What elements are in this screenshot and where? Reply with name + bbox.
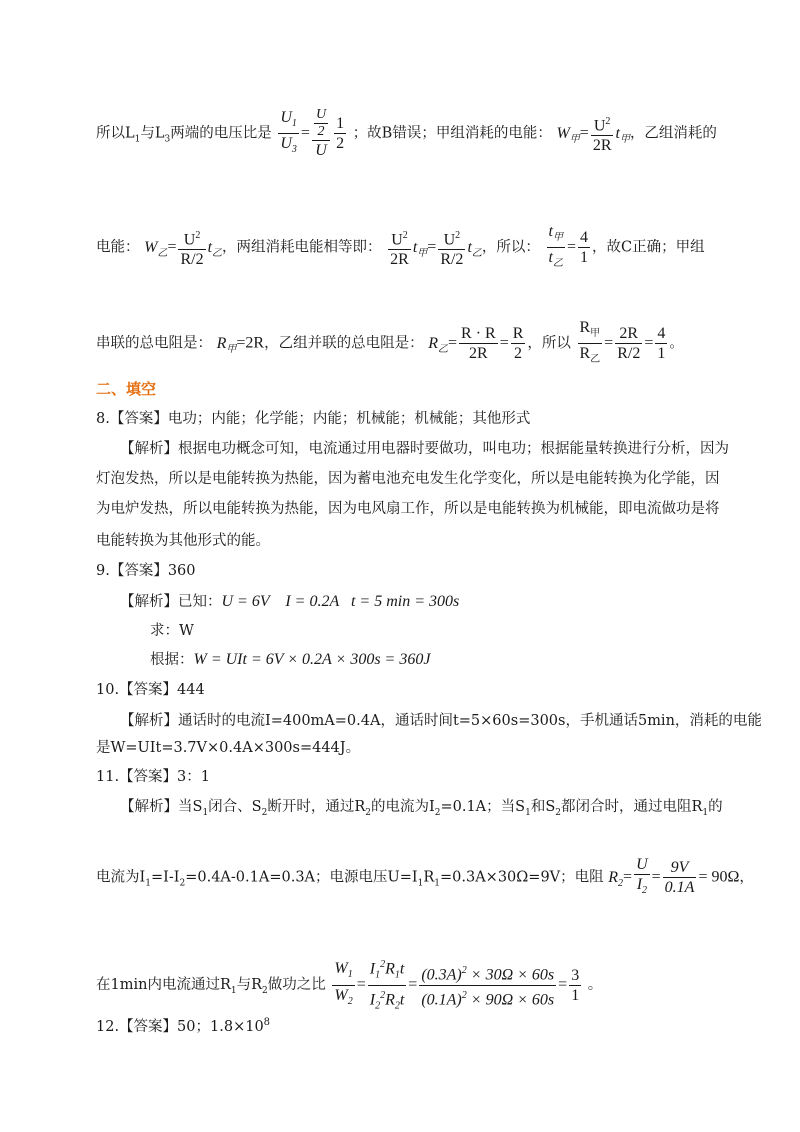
exponent: 8 [263, 1017, 271, 1028]
text: 和S [530, 799, 556, 815]
q8-explain-2: 灯泡发热，所以是电能转换为热能，因为蓄电池充电发生化学变化，所以是电能转换为化学能，因 [96, 471, 720, 487]
formula-four-one: $\frac{4}{1}$ [579, 229, 588, 267]
given-values: U = 6V I = 0.2A t = 5 min = 300s [221, 593, 460, 610]
section-title: 二、填空 [96, 380, 157, 398]
formula-r-ratio: $\frac{R_甲}{R_乙}$ [578, 318, 603, 369]
q9-known [120, 592, 459, 612]
text: ，故C正确；甲组 [591, 239, 705, 256]
text: 的 [708, 799, 723, 815]
text: 与L [140, 125, 165, 142]
q8-explain-4: 电能转换为其他形式的能。 [96, 533, 270, 549]
formula-u1-u3: $\frac{U_1}{U_3}$ [278, 108, 299, 159]
formula-u-i2: $\frac{U}{I_2}$ [634, 855, 650, 900]
formula-w-jia: $W_甲$ [556, 124, 580, 145]
q10-explain-1: 【解析】通话时的电流I=400mA=0.4A，通话时间t=5×60s=300s，手机通话5min，消耗的电能 [120, 713, 762, 729]
q11-answer: 11.【答案】3：1 [96, 769, 211, 785]
q8-explain-1: 【解析】根据电功概念可知，电流通过用电器时要做功，叫电功；根据能量转换进行分析，因为 [120, 441, 729, 457]
formula-u2-r2: $\frac{U^2}{R/2}$ [180, 230, 204, 269]
text: 在1min内电流通过R [96, 977, 231, 994]
formula-r-jia: $R_甲$ [216, 334, 237, 355]
formula-9v-01a: $\frac{9V}{0.1A}$ [664, 859, 695, 897]
formula-equal-left: $\frac{U^2}{2R}$ [390, 230, 409, 269]
text: =0.4A-0.1A=0.3A；电源电压U=I [185, 869, 418, 886]
q12-answer [96, 1013, 270, 1037]
text: 12.【答案】50；1.8×10 [96, 1018, 264, 1035]
text: 的电流为I [371, 799, 435, 815]
text: 。 [583, 977, 603, 994]
formula-equal-right: $\frac{U^2}{R/2}$ [440, 230, 464, 269]
text: =0.1A；当S [440, 799, 526, 815]
formula-four-one-b: $\frac{4}{1}$ [657, 325, 666, 363]
q11-explain-3: 在1min内电流通过$R_1$与$R_2$做功之比 $\frac{W_1}{W_2}$ = $\frac{I_1^2R_1t}{I_2^2R_2t}$ = $\frac{(0.3A)^2 \times 30\Omega \times 60s}{(0.1A)^2 \times 90\Omega \times 60s}$ = $\frac{3}{1}$ 。 [96, 955, 602, 1015]
text: 串联的总电阻是： [96, 335, 212, 352]
formula-one-half: $\frac{1}{2}$ [336, 115, 345, 152]
text: 做功之比 [267, 977, 326, 994]
text: =I-I [150, 869, 180, 886]
q9-answer: 9.【答案】360 [96, 563, 196, 579]
text: 【解析】当S [120, 799, 203, 815]
formula-w-yi: $W_乙$ [144, 238, 168, 259]
formula-w-uit: W = UIt = 6V × 0.2A × 300s = 360J [193, 651, 431, 668]
text: 与R [236, 977, 263, 994]
q9-ask: 求：W [150, 623, 194, 639]
text: ，乙组并联的总电阻是： [264, 335, 424, 352]
formula-parallel: $\frac{R \cdot R}{2R}$ [461, 325, 496, 363]
formula-three-one: $\frac{3}{1}$ [571, 966, 580, 1004]
text: 断开时，通过R [267, 799, 366, 815]
formula-r-half: $\frac{R}{2}$ [512, 325, 524, 363]
formula-w1-w2: $\frac{W_1}{W_2}$ [332, 959, 354, 1010]
formula-i2rt: $\frac{I_1^2R_1t}{I_2^2R_2t}$ [368, 955, 407, 1015]
q10-explain-2: 是W=UIt=3.7V×0.4A×300s=444J。 [96, 740, 361, 756]
para-voltage-ratio: 所以$L_1$与$L_3$两端的电压比是 $\frac{U_1}{U_3}$ = $\frac{\frac{U}{2}}{U}$ $\frac{1}{2}$ ；故B错误；甲组消耗的电能： $W_甲=$ $\frac{U^2}{2R}$ $t_甲$，乙组消耗的 [96, 107, 717, 159]
text: 电能： [96, 239, 140, 256]
text: 。 [669, 335, 684, 352]
text: 根据： [150, 652, 194, 668]
formula-half-u: $\frac{\frac{U}{2}}{U}$ [312, 107, 330, 160]
text: ；故B错误；甲组消耗的电能： [352, 125, 552, 142]
q8-answer: 8.【答案】电功；内能；化学能；内能；机械能；机械能；其他形式 [96, 411, 531, 427]
text: 电流为I [96, 869, 146, 886]
formula-u2-2r: $\frac{U^2}{2R}$ [592, 115, 612, 155]
para-resistance: 串联的总电阻是： $R_甲=2R$，乙组并联的总电阻是： $R_乙=$ $\frac{R \cdot R}{2R}$ = $\frac{R}{2}$ ，所以 $\frac{R_甲}{R_乙}$ = $\frac{2R}{R/2}$ = $\frac{4}{1}$ 。 [96, 318, 684, 369]
text: 【解析】已知： [120, 594, 222, 610]
q11-explain-2: 电流为$I_1=I-I_2=0.4A-0.1A=0.3A$；电源电压$U=I_1R_1=0.3A\times 30\Omega=9V$；电阻 $R_2=$ $\frac{U}{I_2}$ = $\frac{9V}{0.1A}$ = 90Ω， [96, 855, 754, 900]
q11-explain-1: 【解析】当$S_1$闭合、$S_2$断开时，通过$R_2$的电流为$I_2=0.1A$；当$S_1$和$S_2$都闭合时，通过电阻$R_1$的 [120, 799, 723, 818]
formula-2r-r2: $\frac{2R}{R/2}$ [617, 325, 641, 363]
text: 都闭合时，通过电阻R [561, 799, 703, 815]
text: 两端的电压比是 [170, 125, 272, 142]
text: 闭合、S [208, 799, 262, 815]
q8-explain-3: 为电炉发热，所以电能转换为热能，因为电风扇工作，所以是电能转换为机械能，即电流做功是将 [96, 501, 720, 517]
sub: 3 [164, 134, 171, 145]
text: ，所以 [527, 335, 571, 352]
formula-r-yi: $R_乙$ [428, 334, 448, 355]
sub: 1 [134, 134, 141, 145]
q10-answer: 10.【答案】444 [96, 682, 205, 698]
formula-time-ratio: $\frac{t_甲}{t_乙}$ [547, 222, 565, 273]
para-energy-equal: 电能： $W_乙=$ $\frac{U^2}{R/2}$ $t_乙$，两组消耗电能相等即： $\frac{U^2}{2R}$ $t_甲=$ $\frac{U^2}{R/2}$ $t_乙$，所以： $\frac{t_甲}{t_乙}$ = $\frac{4}{1}$ ，故C正确；甲组 [96, 222, 705, 273]
text: =0.3A×30Ω=9V；电阻 [440, 869, 604, 886]
q9-basis [150, 650, 430, 670]
text: ，乙组消耗的 [629, 125, 717, 142]
formula-r2: $R_2$ [608, 868, 624, 889]
text: ，所以： [481, 239, 540, 256]
text: ， [739, 869, 754, 886]
text: R [423, 869, 435, 886]
formula-numeric-ratio: $\frac{(0.3A)^2 \times 30\Omega \times 60s}{(0.1A)^2 \times 90\Omega \times 60s}$ [421, 965, 555, 1008]
text: 所以L [96, 125, 135, 142]
text: ，两组消耗电能相等即： [222, 239, 382, 256]
